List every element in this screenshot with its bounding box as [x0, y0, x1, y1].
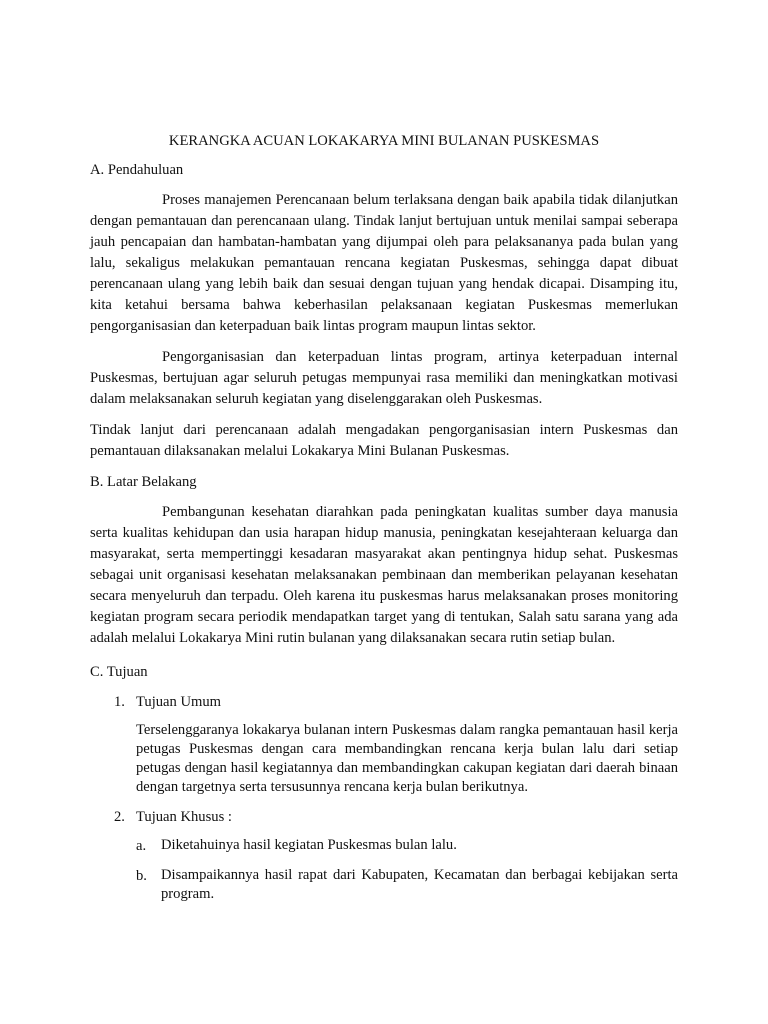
- list-item-number: 1.: [114, 694, 125, 710]
- document-body: [90, 131, 678, 913]
- section-b-heading: B. Latar Belakang: [90, 474, 197, 490]
- section-a-paragraph-1: Proses manajemen Perencanaan belum terlaksana dengan baik apabila tidak dilanjutkan dengan pemantauan dan perencanaan ulang. Tindak lanjut bertujuan untuk menilai sampai seberapa jauh pencapaian dan hambatan-hambatan yang dijumpai oleh para pelaksananya pada bulan yang lalu, sekaligus melakukan pemantauan rencana kegiatan Puskesmas, sehingga dapat dibuat perencanaan ulang yang lebih baik dan sesuai dengan tujuan yang hendak dicapai. Disamping itu, kita ketahui bersama bahwa keberhasilan pelaksanaan kegiatan Puskesmas memerlukan pengorganisasian dan keterpaduan baik lintas program maupun lintas sektor.: [90, 192, 678, 334]
- tujuan-umum-body: Terselenggaranya lokakarya bulanan intern Puskesmas dalam rangka pemantauan hasil kerja petugas Puskesmas dengan cara membandingkan rencana kerja bulan lalu dari setiap petugas dengan hasil kegiatannya dan membandingkan cakupan kegiatan dari daerah binaan dengan targetnya serta tersusunnya rencana kerja bulan berikutnya.: [136, 722, 678, 795]
- list-item-tujuan-umum: [90, 692, 678, 713]
- section-c-heading: C. Tujuan: [90, 664, 148, 680]
- list-item-label: Tujuan Khusus :: [136, 809, 232, 825]
- document-title: KERANGKA ACUAN LOKAKARYA MINI BULANAN PUSKESMAS: [168, 133, 600, 149]
- section-a-heading: A. Pendahuluan: [90, 162, 184, 178]
- list-item-tujuan-khusus: [90, 807, 678, 828]
- list-item-label: Tujuan Umum: [136, 694, 222, 710]
- list-item-number: 2.: [114, 809, 125, 825]
- sub-item-letter: a.: [136, 838, 147, 854]
- section-a-paragraph-2: Pengorganisasian dan keterpaduan lintas program, artinya keterpaduan internal Puskesmas, bertujuan agar seluruh petugas mempunyai rasa memiliki dan meningkatkan motivasi dalam melaksanakan seluruh kegiatan yang diselenggarakan oleh Puskesmas.: [90, 349, 678, 407]
- sub-item-letter: b.: [136, 868, 147, 884]
- section-b-paragraph: Pembangunan kesehatan diarahkan pada peningkatan kualitas sumber daya manusia serta kualitas kehidupan dan usia harapan hidup manusia, peningkatan kesejahteraan keluarga dan masyarakat, serta mempertinggi kesadaran masyarakat akan pentingnya hidup sehat. Puskesmas sebagai unit organisasi kesehatan melaksanakan pembinaan dan memberikan pelayanan kesehatan secara menyeluruh dan terpadu. Oleh karena itu puskesmas harus melaksanakan proses monitoring kegiatan program secara periodik mendapatkan target yang di tentukan, Salah satu sarana yang ada adalah melalui Lokakarya Mini rutin bulanan yang dilaksanakan secara rutin setiap bulan.: [90, 504, 678, 646]
- sub-item-a: [90, 836, 678, 857]
- sub-item-text: Disampaikannya hasil rapat dari Kabupaten, Kecamatan dan berbagai kebijakan serta program.: [161, 867, 678, 902]
- sub-item-b: [90, 866, 678, 904]
- sub-item-text: Diketahuinya hasil kegiatan Puskesmas bulan lalu.: [161, 837, 457, 853]
- section-a-paragraph-3: Tindak lanjut dari perencanaan adalah mengadakan pengorganisasian intern Puskesmas dan pemantauan dilaksanakan melalui Lokakarya Mini Bulanan Puskesmas.: [90, 422, 678, 459]
